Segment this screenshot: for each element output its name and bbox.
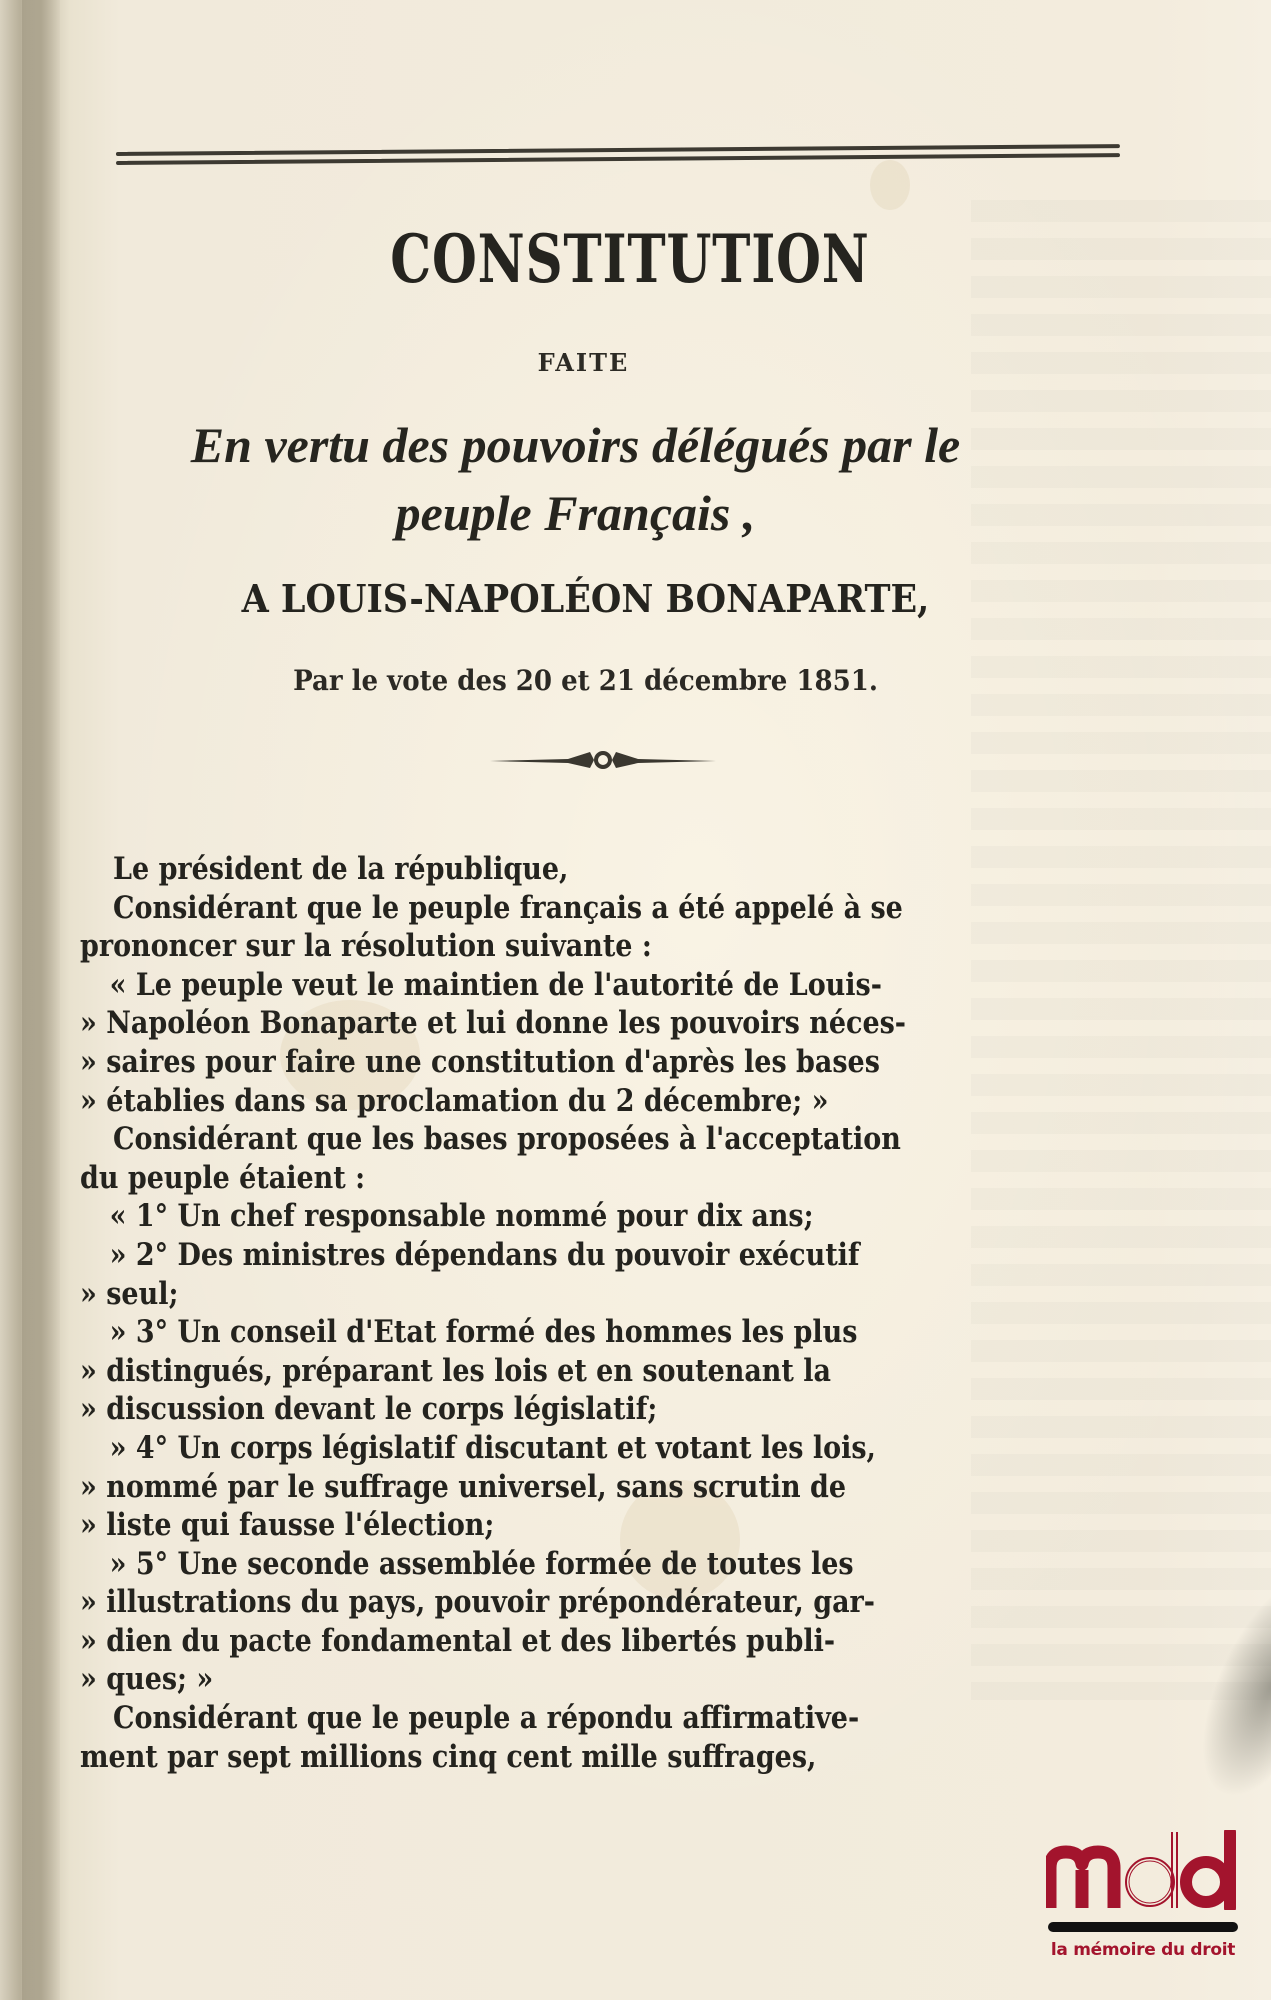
logo-divider-bar: [1048, 1922, 1238, 1932]
body-line: « Le peuple veut le maintien de l'autorité de Louis-: [109, 966, 882, 1003]
fleuron-divider-icon: [488, 748, 718, 772]
body-line: » nommé par le suffrage universel, sans scrutin de: [80, 1468, 847, 1505]
title-subline: FAITE: [537, 348, 630, 377]
book-gutter-shadow: [22, 0, 60, 2000]
authority-line-2: peuple Français ,: [395, 485, 756, 541]
vote-date-line: Par le vote des 20 et 21 décembre 1851.: [293, 664, 878, 697]
body-line: « 1° Un chef responsable nommé pour dix ans;: [109, 1198, 814, 1235]
body-line: » ques; »: [80, 1661, 214, 1698]
body-line: prononcer sur la résolution suivante :: [80, 928, 652, 965]
body-line: » illustrations du pays, pouvoir prépondérateur, gar-: [80, 1584, 875, 1621]
header-double-rule: [116, 144, 1120, 168]
body-line: » dien du pacte fondamental et des libertés publi-: [80, 1622, 836, 1659]
body-line: du peuple étaient :: [80, 1159, 366, 1196]
body-line: » Napoléon Bonaparte et lui donne les pouvoirs néces-: [80, 1005, 906, 1042]
document-title: CONSTITUTION: [390, 220, 870, 298]
body-line: » 4° Un corps législatif discutant et votant les lois,: [109, 1429, 876, 1466]
dedicatee-heading: A LOUIS-NAPOLÉON BONAPARTE,: [241, 576, 930, 621]
body-line: » discussion devant le corps législatif;: [80, 1391, 658, 1428]
body-line: » 3° Un conseil d'Etat formé des hommes les plus: [109, 1314, 858, 1351]
body-line: Considérant que le peuple a répondu affirmative-: [113, 1700, 860, 1737]
mdd-logo-icon: [1046, 1830, 1240, 1910]
body-line: » 2° Des ministres dépendans du pouvoir exécutif: [109, 1236, 860, 1273]
body-line: Considérant que les bases proposées à l'acceptation: [113, 1121, 901, 1158]
logo-caption: la mémoire du droit: [1050, 1940, 1236, 1960]
body-line: » distingués, préparant les lois et en soutenant la: [80, 1352, 831, 1389]
mdd-watermark-logo: [1046, 1830, 1240, 1980]
paper-stain: [870, 160, 910, 210]
preamble-body: [80, 850, 1100, 1776]
body-line: » saires pour faire une constitution d'après les bases: [80, 1043, 880, 1080]
body-line: ment par sept millions cinq cent mille suffrages,: [80, 1738, 817, 1775]
body-line: » établies dans sa proclamation du 2 décembre; »: [80, 1082, 829, 1119]
body-line: Considérant que le peuple français a été appelé à se: [113, 889, 903, 926]
body-line: » seul;: [80, 1275, 179, 1312]
authority-line-1: En vertu des pouvoirs délégués par le: [190, 417, 961, 473]
body-line: » 5° Une seconde assemblée formée de toutes les: [109, 1545, 854, 1582]
body-line: Le président de la république,: [113, 851, 569, 887]
body-line: » liste qui fausse l'élection;: [80, 1507, 495, 1544]
